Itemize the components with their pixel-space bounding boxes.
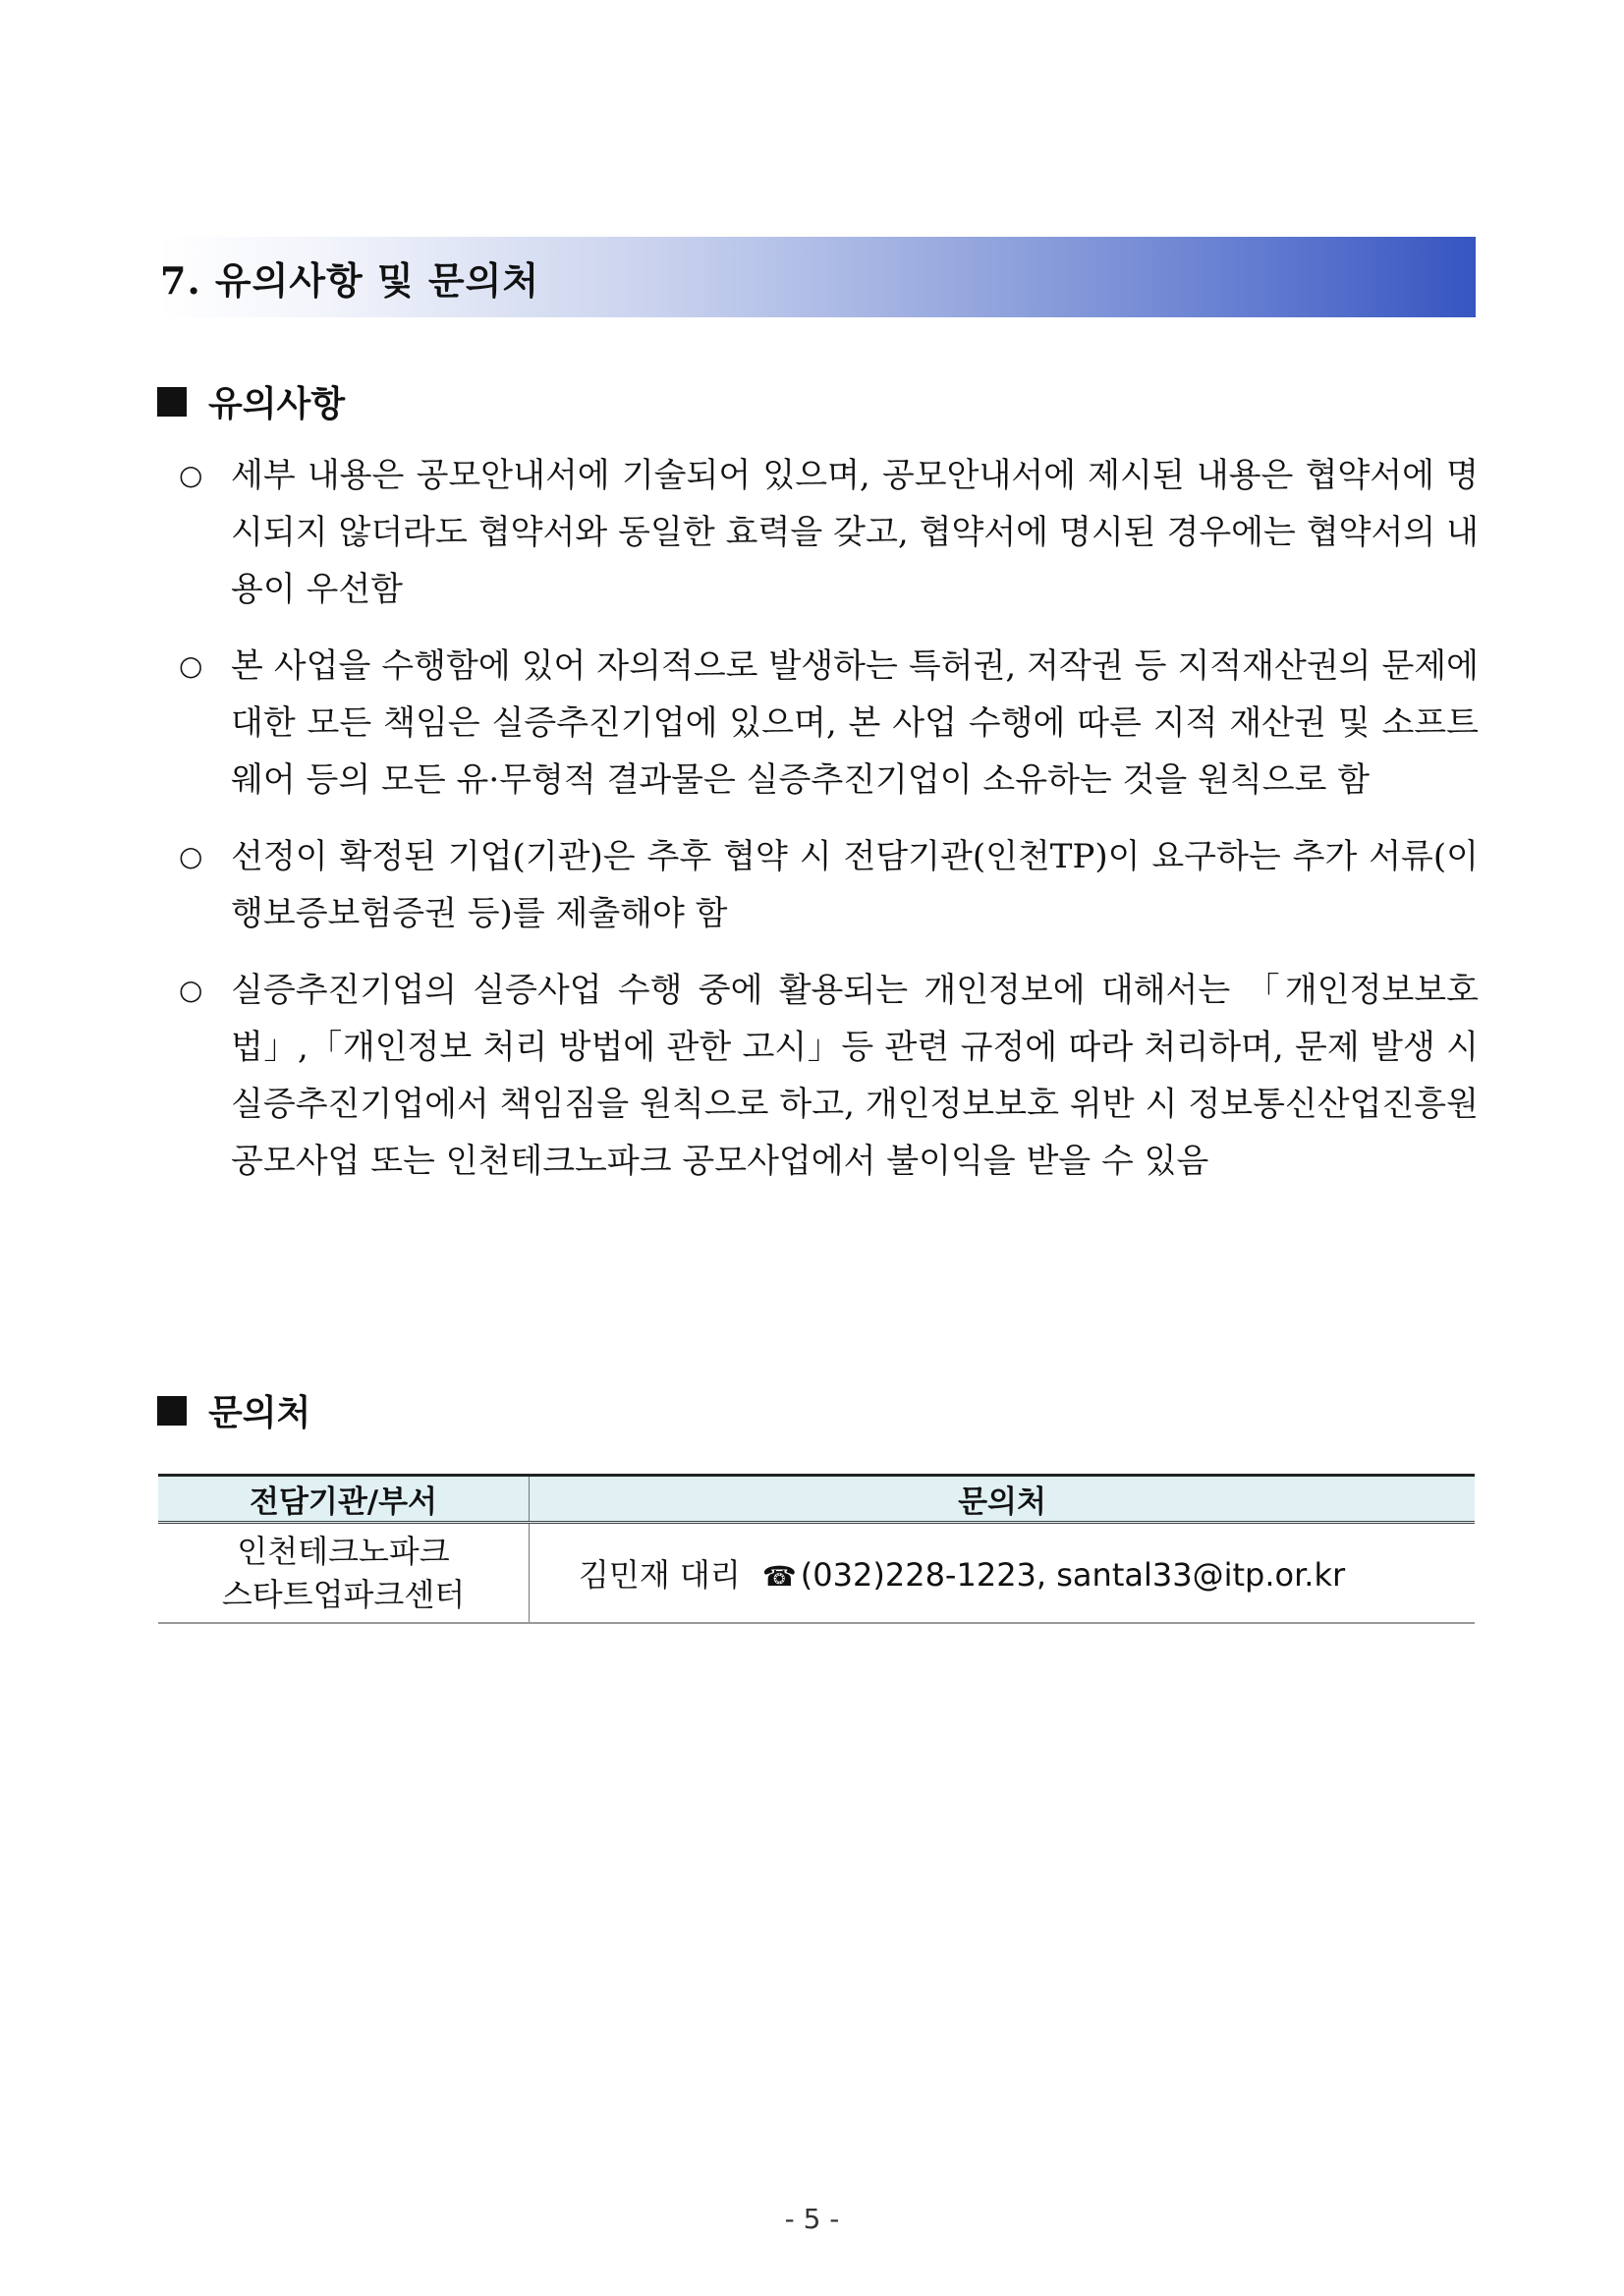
table-header-row <box>158 1476 1475 1523</box>
square-bullet-icon <box>157 387 187 417</box>
phone-icon: ☎ <box>761 1560 797 1593</box>
caution-item <box>177 828 1479 942</box>
circle-bullet-icon: ○ <box>179 840 203 872</box>
circle-bullet-icon: ○ <box>179 974 203 1006</box>
caution-text: 세부 내용은 공모안내서에 기술되어 있으며, 공모안내서에 제시된 내용은 협약서에 명시되지 않더라도 협약서와 동일한 효력을 갖고, 협약서에 명시된 경우에는 협약서의 내용이 우선함 <box>231 456 1479 609</box>
page-number: - 5 - <box>784 2203 840 2235</box>
caution-text: 실증추진기업의 실증사업 수행 중에 활용되는 개인정보에 대해서는 「개인정보보호법」,「개인정보 처리 방법에 관한 고시」등 관련 규정에 따라 처리하며, 문제 발생 시 실증추진기업에서 책임짐을 원칙으로 하고, 개인정보보호 위반 시 정보통신산업진흥원 공모사업 또는 인천테크노파크 공모사업에서 불이익을 받을 수 있음 <box>231 971 1479 1181</box>
cautions-list <box>177 447 1479 1209</box>
contact-heading <box>157 1385 310 1435</box>
caution-text: 본 사업을 수행함에 있어 자의적으로 발생하는 특허권, 저작권 등 지적재산권의 문제에 대한 모든 책임은 실증추진기업에 있으며, 본 사업 수행에 따른 지적 재산권 및 소프트웨어 등의 모든 유·무형적 결과물은 실증추진기업이 소유하는 것을 원칙으로 함 <box>231 646 1479 800</box>
caution-text: 선정이 확정된 기업(기관)은 추후 협약 시 전담기관(인천TP)이 요구하는 추가 서류(이행보증보험증권 등)를 제출해야 함 <box>231 837 1479 933</box>
caution-item <box>177 638 1479 809</box>
table-row <box>158 1523 1475 1624</box>
phone-number: (032)228-1223, <box>800 1556 1047 1594</box>
cautions-heading <box>157 376 345 426</box>
circle-bullet-icon: ○ <box>179 459 203 491</box>
caution-item <box>177 447 1479 618</box>
contact-heading-text: 문의처 <box>208 1392 311 1433</box>
section-title: 7. 유의사항 및 문의처 <box>160 258 540 303</box>
cautions-heading-text: 유의사항 <box>208 383 346 424</box>
contact-person: 김민재 대리 <box>579 1556 741 1594</box>
header-contact: 문의처 <box>530 1476 1476 1523</box>
department-cell <box>158 1523 530 1624</box>
square-bullet-icon <box>157 1396 187 1426</box>
circle-bullet-icon: ○ <box>179 649 203 682</box>
contact-cell <box>530 1523 1476 1624</box>
caution-item <box>177 962 1479 1190</box>
contact-table <box>158 1474 1475 1624</box>
org-name: 인천테크노파크 <box>237 1533 450 1570</box>
header-department: 전담기관/부서 <box>158 1476 530 1523</box>
email-address: santal33@itp.or.kr <box>1056 1556 1346 1594</box>
department-name: 스타트업파크센터 <box>221 1576 466 1613</box>
